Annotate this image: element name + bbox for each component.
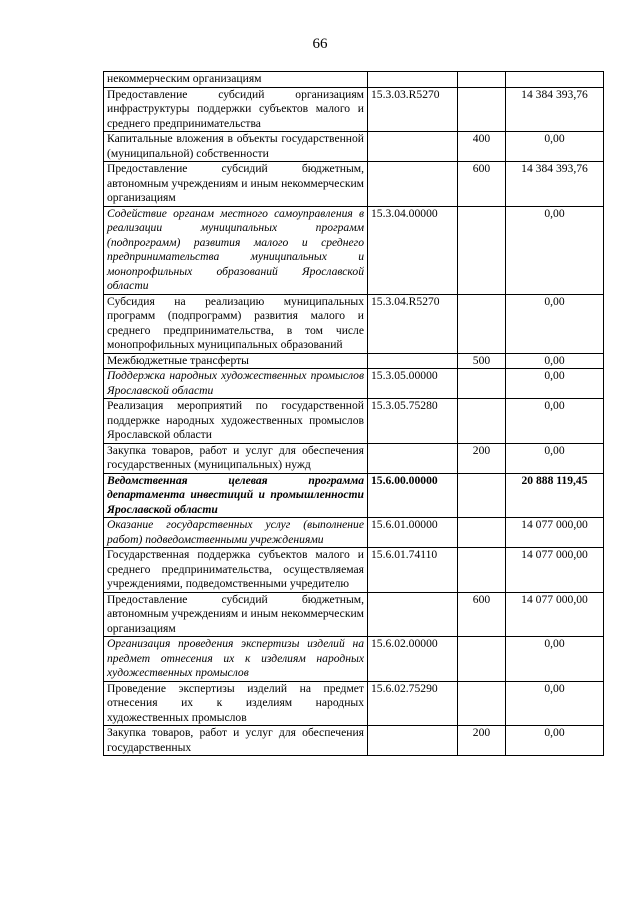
table-row: [104, 162, 604, 207]
row-amount-cell: 14 077 000,00: [506, 518, 604, 548]
row-code-cell: 15.6.01.00000: [368, 518, 458, 548]
row-amount-cell: 20 888 119,45: [506, 473, 604, 518]
row-amount-cell: 0,00: [506, 353, 604, 369]
row-amount-cell: 14 384 393,76: [506, 87, 604, 132]
row-name-cell: Закупка товаров, работ и услуг для обеспечения государственных: [104, 726, 368, 756]
table-row: [104, 726, 604, 756]
row-amount-cell: 0,00: [506, 132, 604, 162]
row-name-cell: Капитальные вложения в объекты государственной (муниципальной) собственности: [104, 132, 368, 162]
row-code-cell: 15.6.02.00000: [368, 637, 458, 682]
row-name-cell: Предоставление субсидий бюджетным, автономным учреждениям и иным некоммерческим организациям: [104, 592, 368, 637]
row-name-cell: Проведение экспертизы изделий на предмет отнесения их к изделиям народных художественных промыслов: [104, 681, 368, 726]
row-code-cell: [368, 162, 458, 207]
row-code-cell: 15.3.04.00000: [368, 206, 458, 294]
row-amount-cell: 14 077 000,00: [506, 592, 604, 637]
row-code-cell: [368, 72, 458, 88]
row-amount-cell: 14 077 000,00: [506, 548, 604, 593]
row-expense-type-cell: [458, 518, 506, 548]
row-code-cell: 15.3.04.R5270: [368, 294, 458, 353]
row-expense-type-cell: [458, 294, 506, 353]
row-name-cell: Оказание государственных услуг (выполнение работ) подведомственными учреждениями: [104, 518, 368, 548]
table-row: [104, 681, 604, 726]
row-name-cell: Организация проведения экспертизы изделий на предмет отнесения их к изделиям народных художественных промыслов: [104, 637, 368, 682]
table-row: [104, 132, 604, 162]
row-code-cell: 15.3.05.75280: [368, 399, 458, 444]
table-row: [104, 87, 604, 132]
table-row: [104, 353, 604, 369]
table-row: [104, 548, 604, 593]
table-row: [104, 399, 604, 444]
row-code-cell: [368, 132, 458, 162]
row-expense-type-cell: 200: [458, 726, 506, 756]
row-expense-type-cell: 200: [458, 443, 506, 473]
row-amount-cell: 0,00: [506, 206, 604, 294]
row-expense-type-cell: [458, 72, 506, 88]
row-code-cell: 15.3.03.R5270: [368, 87, 458, 132]
row-expense-type-cell: [458, 399, 506, 444]
row-name-cell: Поддержка народных художественных промыслов Ярославской области: [104, 369, 368, 399]
row-expense-type-cell: [458, 369, 506, 399]
row-code-cell: [368, 726, 458, 756]
row-amount-cell: 0,00: [506, 443, 604, 473]
row-name-cell: Ведомственная целевая программа департамента инвестиций и промышленности Ярославской области: [104, 473, 368, 518]
row-name-cell: Межбюджетные трансферты: [104, 353, 368, 369]
row-code-cell: 15.6.01.74110: [368, 548, 458, 593]
table-row: [104, 443, 604, 473]
row-name-cell: Реализация мероприятий по государственной поддержке народных художественных промыслов Ярославской области: [104, 399, 368, 444]
row-name-cell: Закупка товаров, работ и услуг для обеспечения государственных (муниципальных) нужд: [104, 443, 368, 473]
budget-table: [103, 71, 604, 756]
row-name-cell: Предоставление субсидий бюджетным, автономным учреждениям и иным некоммерческим организациям: [104, 162, 368, 207]
page-number: 66: [312, 36, 328, 52]
table-row: [104, 294, 604, 353]
row-name-cell: Государственная поддержка субъектов малого и среднего предпринимательства, осуществляемая учреждениями, подведомственными учредителю: [104, 548, 368, 593]
table-row: [104, 206, 604, 294]
row-amount-cell: 14 384 393,76: [506, 162, 604, 207]
row-code-cell: 15.6.00.00000: [368, 473, 458, 518]
row-expense-type-cell: [458, 473, 506, 518]
row-name-cell: Содействие органам местного самоуправления в реализации муниципальных программ (подпрограмм) развития малого и среднего предпринимательства муниципальных и монопрофильных образований Ярославской области: [104, 206, 368, 294]
row-amount-cell: 0,00: [506, 294, 604, 353]
row-amount-cell: 0,00: [506, 681, 604, 726]
table-row: [104, 518, 604, 548]
table-row: [104, 637, 604, 682]
row-name-cell: некоммерческим организациям: [104, 72, 368, 88]
row-amount-cell: 0,00: [506, 726, 604, 756]
budget-table-body: [104, 72, 604, 756]
row-code-cell: 15.3.05.00000: [368, 369, 458, 399]
row-expense-type-cell: [458, 637, 506, 682]
row-amount-cell: [506, 72, 604, 88]
row-expense-type-cell: [458, 681, 506, 726]
row-expense-type-cell: [458, 87, 506, 132]
row-code-cell: [368, 353, 458, 369]
table-row: [104, 473, 604, 518]
row-name-cell: Субсидия на реализацию муниципальных программ (подпрограмм) развития малого и среднего предпринимательства, в том числе монопрофильных муниципальных образований: [104, 294, 368, 353]
table-row: [104, 592, 604, 637]
table-row: [104, 72, 604, 88]
row-code-cell: [368, 592, 458, 637]
row-amount-cell: 0,00: [506, 369, 604, 399]
row-expense-type-cell: 600: [458, 162, 506, 207]
row-expense-type-cell: [458, 548, 506, 593]
row-amount-cell: 0,00: [506, 637, 604, 682]
table-row: [104, 369, 604, 399]
row-expense-type-cell: 500: [458, 353, 506, 369]
row-expense-type-cell: [458, 206, 506, 294]
row-code-cell: 15.6.02.75290: [368, 681, 458, 726]
row-code-cell: [368, 443, 458, 473]
row-expense-type-cell: 400: [458, 132, 506, 162]
row-amount-cell: 0,00: [506, 399, 604, 444]
row-name-cell: Предоставление субсидий организациям инфраструктуры поддержки субъектов малого и среднего предпринимательства: [104, 87, 368, 132]
row-expense-type-cell: 600: [458, 592, 506, 637]
